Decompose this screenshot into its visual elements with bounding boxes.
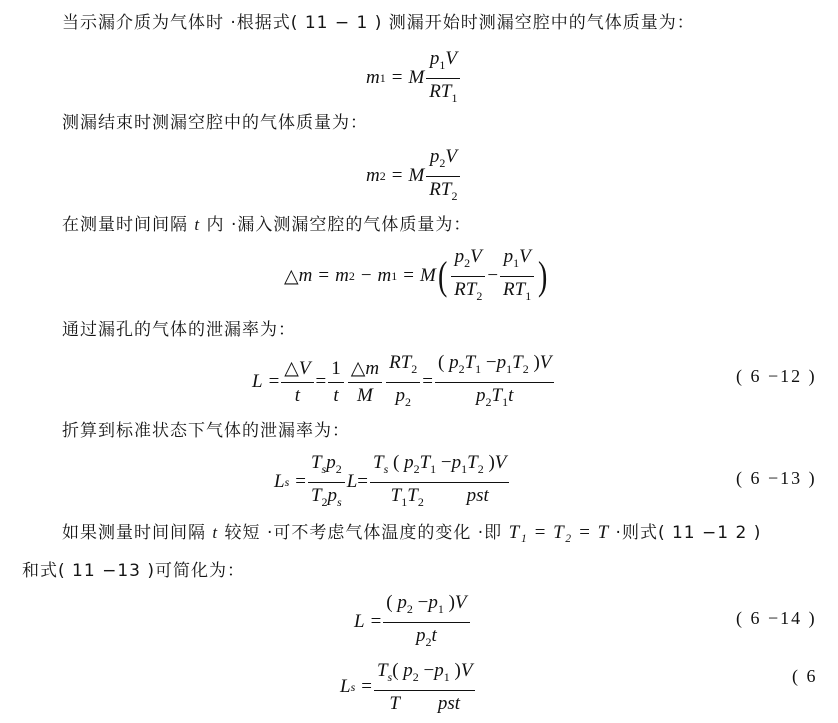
equation-simplified-leak-rate: L = $\frac{( p_2 -p_1 )V}{p_2t}$ (354, 592, 472, 653)
equation-standard-leak-rate: L s = $\frac{T_sp_2}{T_2p_s}$ L = $\frac{T_s ( p_2T_1 -p_1T_2 )V}{T_1T_2 pst}$ (274, 452, 511, 513)
equation-leak-rate: L = $\frac{\triangle V}{t}$ = $\frac{1}{t}$ $\frac{\triangle m}{M}$ $\frac{RT_2}{p_2}$ = $\frac{( p_2T_1 -p_1T_2 )V}{p_2T_1t}$ (252, 352, 556, 413)
paragraph-delta-mass (62, 210, 471, 235)
equation-number-6-12: ( 6 −12 ) (736, 366, 817, 386)
equation-delta-m: △ m = m 2 − m 1 = M ( $\frac{p_2V}{RT_2}$ − $\frac{p_1V}{RT_1}$ ) (284, 246, 550, 307)
paragraph-simplified: 和式( 11 −13 )可简化为： (22, 561, 245, 581)
paragraph-simplification (62, 518, 761, 544)
p6-text-c: ·则式( 11 −1 2 ) (615, 523, 762, 543)
paragraph-standard-leak-rate: 折算到标准状态下气体的泄漏率为： (62, 421, 350, 441)
p3-text-a: 在测量时间间隔 (62, 215, 188, 235)
p3-var-t: t (194, 215, 201, 234)
paragraph-end-mass: 测漏结束时测漏空腔中的气体质量为： (62, 113, 368, 133)
paragraph-leak-rate: 通过漏孔的气体的泄漏率为： (62, 320, 296, 340)
p6-text-b: 较短 ·可不考虑气体温度的变化 ·即 (224, 523, 503, 543)
equation-number-6-13: ( 6 −13 ) (736, 468, 817, 488)
equation-number-6-14: ( 6 −14 ) (736, 608, 817, 628)
equation-m2: m 2 = M $\frac{p_2V}{RT_2}$ (366, 146, 462, 207)
equation-number-6-15: ( 6 (792, 666, 818, 686)
equation-m1: m 1 = M $\frac{p_1V}{RT_1}$ (366, 48, 462, 109)
paragraph-intro: 当示漏介质为气体时 ·根据式( 11 − 1 ) 测漏开始时测漏空腔中的气体质量为： (62, 13, 695, 33)
equation-simplified-standard-leak-rate: L s = $\frac{T_s( p_2 -p_1 )V}{\text{T pst}}$ (340, 660, 477, 715)
p3-text-b: 内 ·漏入测漏空腔的气体质量为： (206, 215, 472, 235)
p6-inline-equation: T₁ = T₂ = T (508, 522, 610, 543)
p6-var-t: t (212, 523, 219, 542)
p6-text-a: 如果测量时间间隔 (62, 523, 206, 543)
